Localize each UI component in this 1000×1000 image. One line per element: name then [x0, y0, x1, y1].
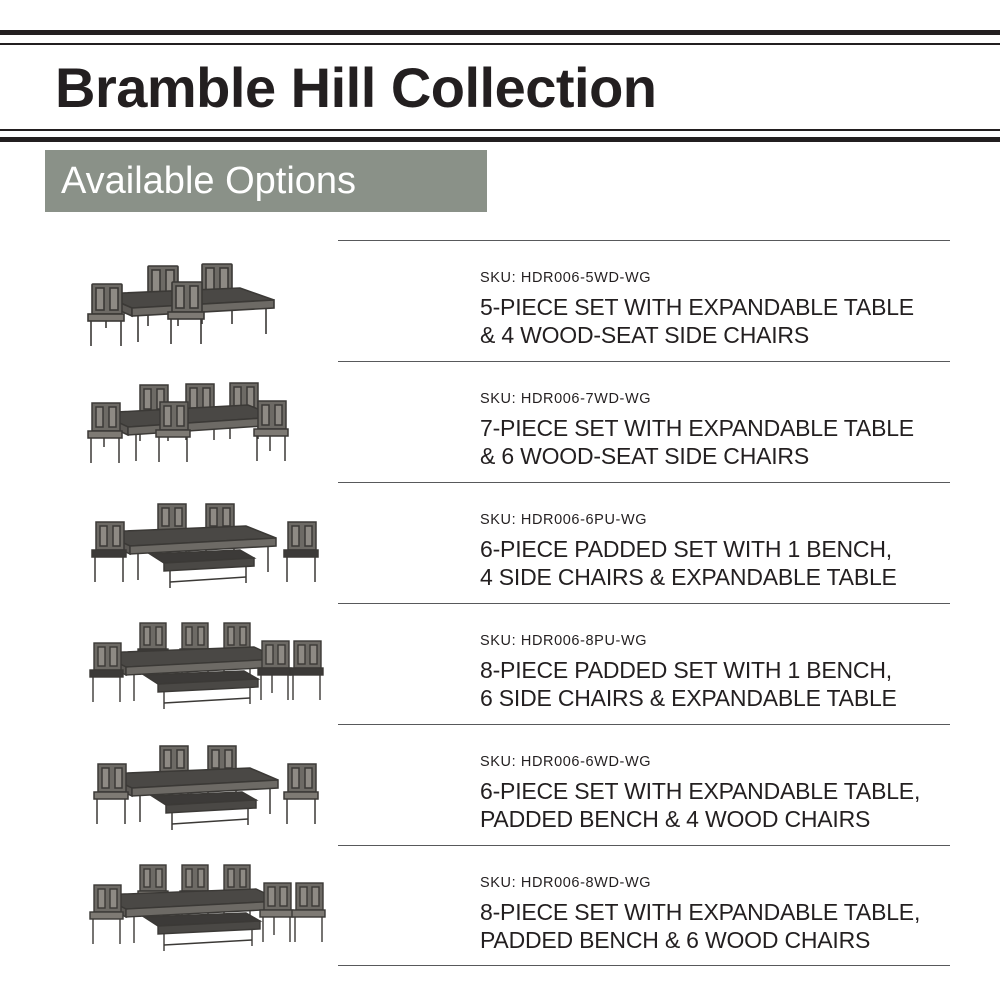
- header-rule-bottom-outer: [0, 137, 1000, 142]
- sku-label: SKU: HDR006-8WD-WG: [480, 875, 652, 891]
- description-line-2: PADDED BENCH & 6 WOOD CHAIRS: [480, 927, 871, 953]
- sku-label: SKU: HDR006-6PU-WG: [480, 512, 648, 528]
- product-image-7pc-wood: [40, 375, 330, 475]
- description-line-1: 6-PIECE PADDED SET WITH 1 BENCH,: [480, 536, 892, 562]
- available-options-banner: [45, 150, 487, 212]
- row-text: [480, 270, 960, 349]
- list-item[interactable]: [0, 240, 1000, 361]
- row-divider: [338, 361, 950, 362]
- sku-label: SKU: HDR006-5WD-WG: [480, 270, 652, 286]
- list-item[interactable]: [0, 845, 1000, 966]
- list-item[interactable]: [0, 482, 1000, 603]
- description-line-2: 4 SIDE CHAIRS & EXPANDABLE TABLE: [480, 564, 897, 590]
- list-item[interactable]: [0, 724, 1000, 845]
- row-text: [480, 512, 960, 591]
- header-rule-bottom-inner: [0, 129, 1000, 131]
- row-divider: [338, 845, 950, 846]
- description-line-1: 5-PIECE SET WITH EXPANDABLE TABLE: [480, 294, 914, 320]
- header-rule-top-outer: [0, 30, 1000, 35]
- description-line-1: 8-PIECE PADDED SET WITH 1 BENCH,: [480, 657, 892, 683]
- product-image-6pc-padded: [40, 496, 330, 596]
- description-line-1: 8-PIECE SET WITH EXPANDABLE TABLE,: [480, 899, 921, 925]
- options-list: [0, 240, 1000, 966]
- sku-label: SKU: HDR006-7WD-WG: [480, 391, 652, 407]
- product-image-5pc-wood: [40, 254, 330, 354]
- sku-label: SKU: HDR006-6WD-WG: [480, 754, 652, 770]
- row-divider: [338, 603, 950, 604]
- row-divider: [338, 240, 950, 241]
- list-item[interactable]: [0, 361, 1000, 482]
- list-item[interactable]: [0, 603, 1000, 724]
- row-text: [480, 754, 960, 833]
- description-line-2: 6 SIDE CHAIRS & EXPANDABLE TABLE: [480, 685, 897, 711]
- available-options-label: Available Options: [61, 159, 357, 202]
- description-line-2: & 4 WOOD-SEAT SIDE CHAIRS: [480, 322, 809, 348]
- description-line-2: PADDED BENCH & 4 WOOD CHAIRS: [480, 806, 871, 832]
- description-line-2: & 6 WOOD-SEAT SIDE CHAIRS: [480, 443, 809, 469]
- row-text: [480, 391, 960, 470]
- sku-label: SKU: HDR006-8PU-WG: [480, 633, 648, 649]
- page-title: Bramble Hill Collection: [55, 56, 657, 119]
- row-divider-bottom: [338, 965, 950, 966]
- description-line-1: 7-PIECE SET WITH EXPANDABLE TABLE: [480, 415, 914, 441]
- row-divider: [338, 482, 950, 483]
- product-image-8pc-padded: [40, 617, 330, 717]
- header-rule-top-inner: [0, 43, 1000, 45]
- product-image-6pc-wood-bench: [40, 738, 330, 838]
- row-text: [480, 875, 960, 954]
- row-divider: [338, 724, 950, 725]
- description-line-1: 6-PIECE SET WITH EXPANDABLE TABLE,: [480, 778, 921, 804]
- row-text: [480, 633, 960, 712]
- product-image-8pc-wood-bench: [40, 859, 330, 959]
